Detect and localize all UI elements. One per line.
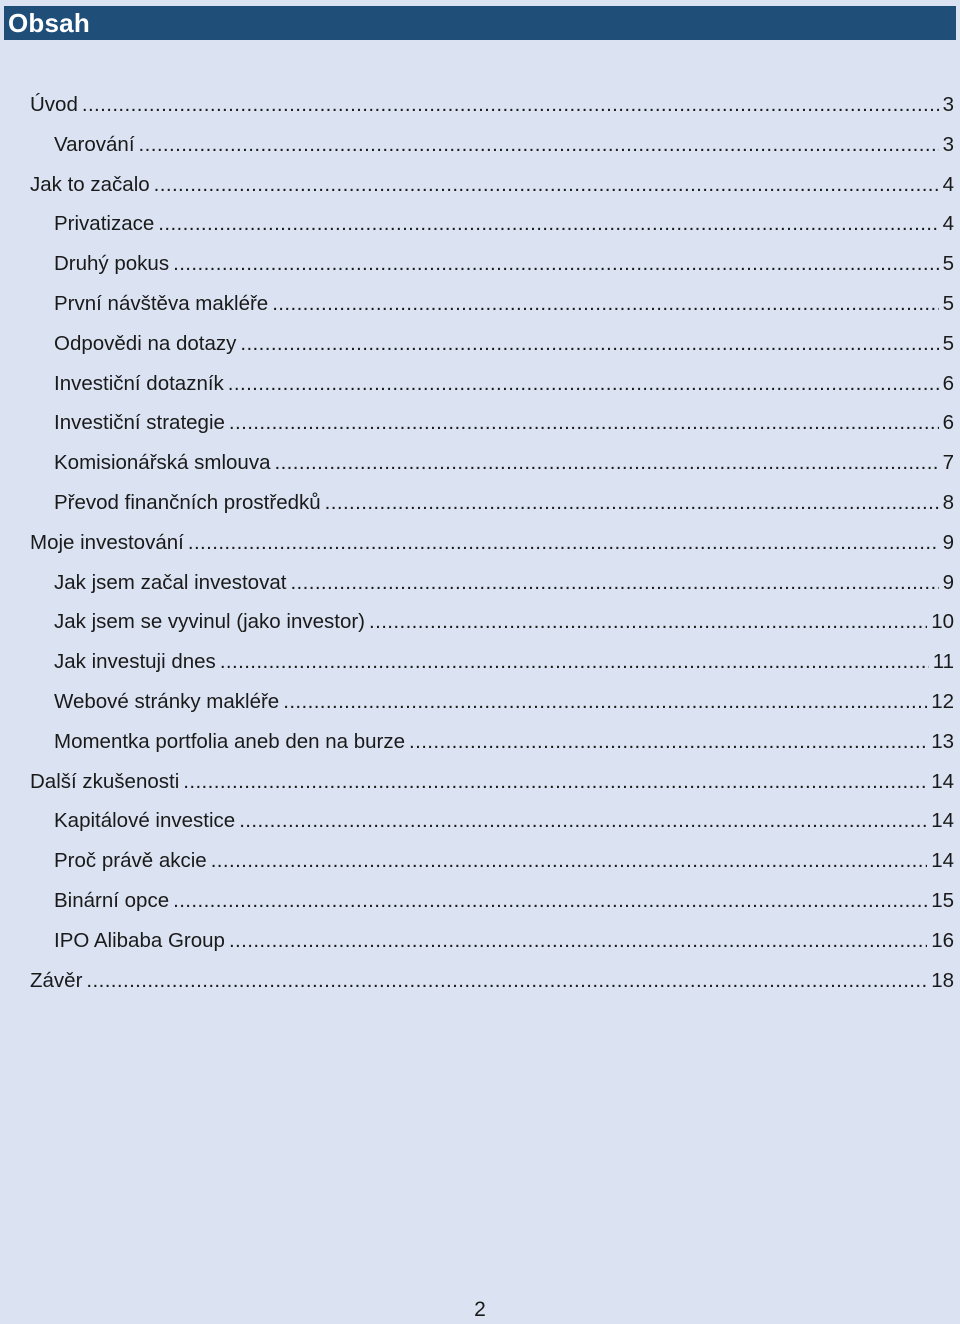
dot-leader: [239, 801, 927, 841]
toc-entry[interactable]: [30, 563, 954, 603]
toc-entry-page-number: 12: [931, 689, 954, 713]
toc-entry[interactable]: [30, 244, 954, 284]
toc-entry[interactable]: [30, 523, 954, 563]
toc-entry-page-number: 9: [942, 570, 954, 594]
dot-leader: [211, 841, 928, 881]
toc-entry-title: Jak jsem se vyvinul (jako investor): [54, 610, 366, 634]
toc-heading: Obsah: [8, 8, 90, 38]
toc-entry-title: Varování: [54, 132, 135, 156]
toc-entry-title: Úvod: [30, 93, 78, 116]
dot-leader: [183, 762, 927, 802]
toc-entry-title: Moje investování: [30, 530, 184, 554]
toc-entry[interactable]: [30, 602, 954, 642]
toc-entry-page-number: 14: [931, 849, 954, 873]
toc-entry-title: Momentka portfolia aneb den na burze: [54, 729, 406, 753]
toc-entry-page-number: 11: [932, 650, 954, 674]
dot-leader: [220, 642, 929, 682]
toc-entry-page-number: 3: [942, 93, 954, 116]
toc-entry[interactable]: [30, 125, 954, 165]
toc-entry-title: Binární opce: [54, 888, 170, 912]
toc-entry[interactable]: [30, 85, 954, 125]
toc-entry-title: Investiční dotazník: [54, 371, 224, 395]
dot-leader: [229, 403, 939, 443]
toc-entry-page-number: 7: [942, 451, 954, 475]
toc-entry-title: Webové stránky makléře: [54, 689, 280, 713]
toc-entry-page-number: 14: [931, 769, 954, 793]
toc-entry[interactable]: [30, 921, 954, 961]
dot-leader: [173, 881, 927, 921]
toc-entry-title: Proč právě akcie: [54, 849, 207, 873]
dot-leader: [82, 85, 939, 125]
dot-leader: [86, 961, 927, 1001]
toc-entry[interactable]: [30, 483, 954, 523]
dot-leader: [274, 443, 938, 483]
toc-entry[interactable]: [30, 642, 954, 682]
toc-entry-page-number: 14: [931, 809, 954, 833]
toc-entry-page-number: 4: [942, 212, 954, 236]
dot-leader: [369, 602, 927, 642]
dot-leader: [240, 324, 938, 364]
toc-entry-page-number: 8: [942, 490, 954, 514]
toc-entry[interactable]: [30, 204, 954, 244]
toc-entry-title: Jak jsem začal investovat: [54, 570, 287, 594]
toc-entry[interactable]: [30, 165, 954, 205]
toc-entry-page-number: 18: [931, 968, 954, 992]
toc-entry-page-number: 16: [931, 928, 954, 952]
toc-entry[interactable]: [30, 284, 954, 324]
toc-entry-title: Komisionářská smlouva: [54, 451, 271, 475]
toc-entry-page-number: 5: [942, 252, 954, 276]
toc-entry-page-number: 4: [942, 172, 954, 196]
toc-entry-title: Privatizace: [54, 212, 155, 236]
toc-entry-page-number: 9: [942, 530, 954, 554]
dot-leader: [188, 523, 939, 563]
toc-entry-title: Závěr: [30, 968, 83, 992]
toc-entry[interactable]: [30, 841, 954, 881]
toc-heading-bar: [4, 6, 956, 40]
toc-entry-title: IPO Alibaba Group: [54, 928, 225, 952]
toc-entry-title: Druhý pokus: [54, 252, 170, 276]
toc-entry-page-number: 15: [931, 888, 954, 912]
toc-entry[interactable]: [30, 722, 954, 762]
toc-entry[interactable]: [30, 961, 954, 1001]
toc-entry-title: První návštěva makléře: [54, 291, 269, 315]
table-of-contents: [30, 85, 954, 1000]
dot-leader: [158, 204, 938, 244]
toc-entry[interactable]: [30, 682, 954, 722]
toc-entry-page-number: 3: [942, 132, 954, 156]
toc-entry-page-number: 13: [931, 729, 954, 753]
toc-entry[interactable]: [30, 762, 954, 802]
toc-entry[interactable]: [30, 403, 954, 443]
dot-leader: [283, 682, 927, 722]
toc-entry[interactable]: [30, 881, 954, 921]
toc-entry-page-number: 5: [942, 291, 954, 315]
toc-entry-title: Odpovědi na dotazy: [54, 331, 237, 355]
toc-entry-title: Investiční strategie: [54, 411, 225, 435]
dot-leader: [154, 165, 939, 205]
toc-entry-page-number: 6: [942, 411, 954, 435]
toc-entry[interactable]: [30, 364, 954, 404]
dot-leader: [409, 722, 927, 762]
toc-entry-title: Převod finančních prostředků: [54, 490, 321, 514]
toc-entry[interactable]: [30, 443, 954, 483]
dot-leader: [139, 125, 939, 165]
toc-entry-page-number: 10: [931, 610, 954, 634]
toc-entry-page-number: 6: [942, 371, 954, 395]
dot-leader: [228, 364, 939, 404]
toc-entry-title: Jak to začalo: [30, 172, 150, 196]
toc-entry[interactable]: [30, 801, 954, 841]
dot-leader: [173, 244, 939, 284]
toc-entry-title: Další zkušenosti: [30, 769, 180, 793]
toc-entry[interactable]: [30, 324, 954, 364]
toc-entry-title: Jak investuji dnes: [54, 650, 216, 674]
dot-leader: [290, 563, 938, 603]
page-number: 2: [474, 1298, 486, 1321]
toc-entry-page-number: 5: [942, 331, 954, 355]
dot-leader: [272, 284, 938, 324]
dot-leader: [229, 921, 927, 961]
dot-leader: [325, 483, 939, 523]
toc-entry-title: Kapitálové investice: [54, 809, 236, 833]
